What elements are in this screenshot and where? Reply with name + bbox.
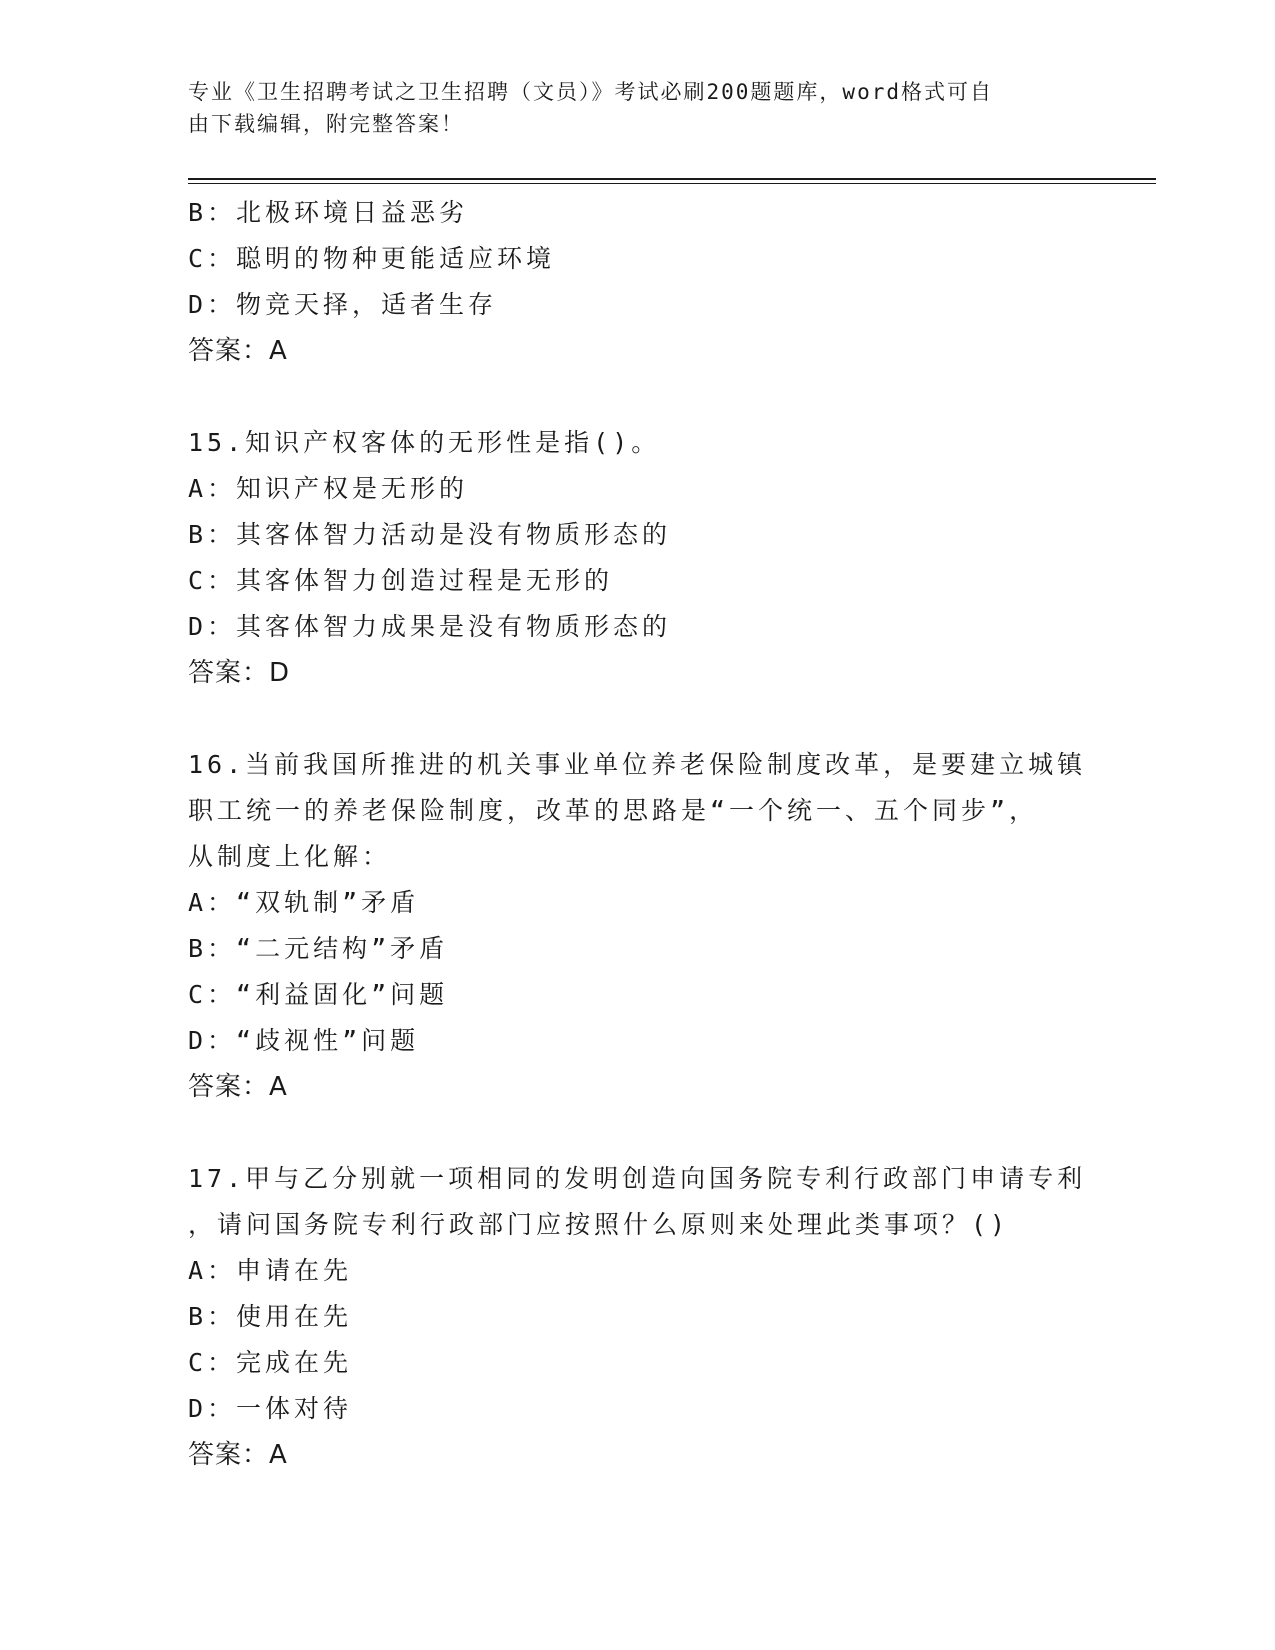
option-b: B：北极环境日益恶劣	[188, 198, 469, 227]
option-c: C：完成在先	[188, 1348, 353, 1377]
previous-question-tail	[188, 190, 1088, 374]
header-line-2: 由下载编辑，附完整答案！	[188, 112, 464, 136]
option-c: C：其客体智力创造过程是无形的	[188, 566, 614, 595]
answer-line: 答案：D	[188, 658, 291, 688]
option-d: D：一体对待	[188, 1394, 353, 1423]
option-a: A：知识产权是无形的	[188, 474, 469, 503]
question-stem-line-2: ，请问国务院专利行政部门应按照什么原则来处理此类事项？()	[188, 1210, 1010, 1239]
option-b: B：其客体智力活动是没有物质形态的	[188, 520, 672, 549]
option-d: D：其客体智力成果是没有物质形态的	[188, 612, 672, 641]
question-stem-line-2: 职工统一的养老保险制度，改革的思路是“一个统一、五个同步”，	[188, 796, 1039, 825]
option-c: C：“利益固化”问题	[188, 980, 449, 1009]
answer-line: 答案：A	[188, 1440, 288, 1470]
header-divider-thin	[188, 183, 1156, 184]
option-a: A：申请在先	[188, 1256, 353, 1285]
option-d: D：物竞天择，适者生存	[188, 290, 498, 319]
question-15	[188, 420, 1088, 696]
question-stem: 15.知识产权客体的无形性是指()。	[188, 428, 661, 457]
option-a: A：“双轨制”矛盾	[188, 888, 420, 917]
header-divider-thick	[188, 178, 1156, 180]
option-b: B：“二元结构”矛盾	[188, 934, 449, 963]
question-stem-line-1: 16.当前我国所推进的机关事业单位养老保险制度改革，是要建立城镇	[188, 750, 1087, 779]
header-line-1: 专业《卫生招聘考试之卫生招聘（文员）》考试必刷200题题库，word格式可自	[188, 80, 993, 104]
option-b: B：使用在先	[188, 1302, 353, 1331]
question-list	[188, 190, 1088, 1478]
option-c: C：聪明的物种更能适应环境	[188, 244, 556, 273]
document-header	[188, 76, 1068, 140]
option-d: D：“歧视性”问题	[188, 1026, 420, 1055]
question-16	[188, 742, 1088, 1110]
question-stem-line-1: 17.甲与乙分别就一项相同的发明创造向国务院专利行政部门申请专利	[188, 1164, 1087, 1193]
question-stem-line-3: 从制度上化解：	[188, 842, 392, 871]
answer-line: 答案：A	[188, 1072, 288, 1102]
answer-line: 答案：A	[188, 336, 288, 366]
question-17	[188, 1156, 1088, 1478]
